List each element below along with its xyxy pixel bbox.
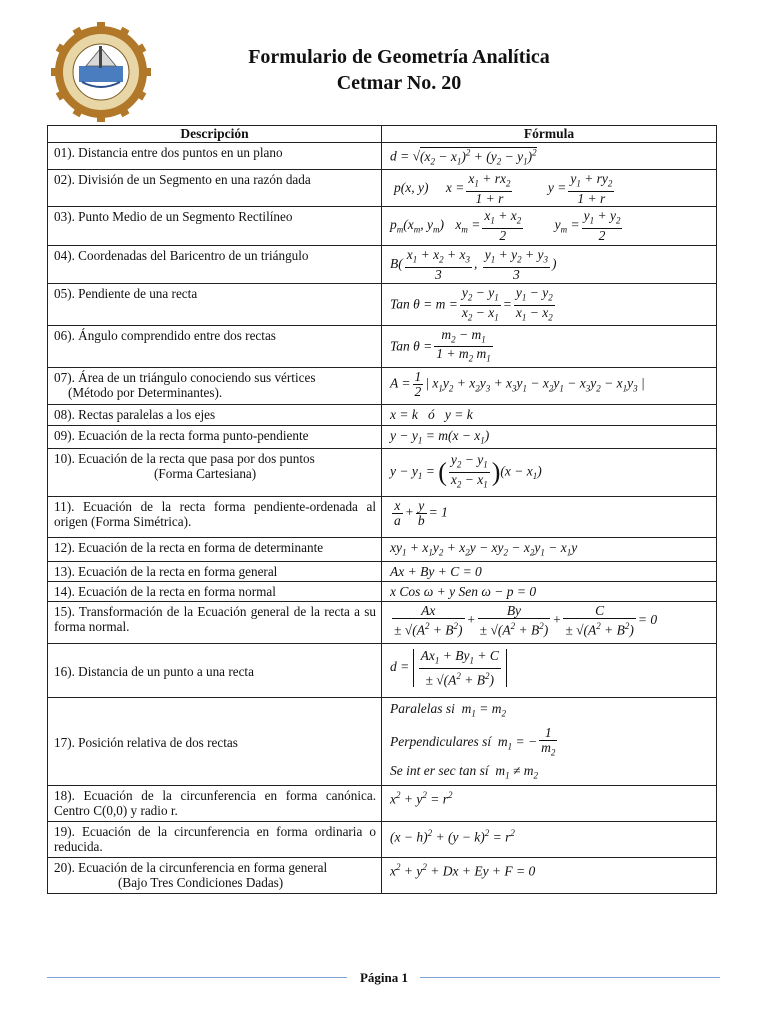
column-header-description: Descripción <box>48 126 382 143</box>
row-formula: Ax + By + C = 0 <box>382 561 717 581</box>
row-description-line1: 16). Distancia de un punto a una recta <box>54 663 254 679</box>
row-description: 13). Ecuación de la recta en forma general <box>48 561 382 581</box>
school-gear-seal-logo-icon <box>46 22 156 122</box>
row-description <box>48 367 382 404</box>
table-row <box>48 325 717 367</box>
table-row <box>48 284 717 325</box>
table-row <box>48 367 717 404</box>
table-row <box>48 581 717 601</box>
row-description <box>48 697 382 785</box>
row-formula: A = $\frac{1}{2}$ | $x_1y_2 + x_2y_3 + x_3y_1 - x_2y_1 - x_3y_2 - x_1y_3$ | <box>382 367 717 404</box>
row-description <box>48 449 382 497</box>
row-description: 15). Transformación de la Ecuación general de la recta a su forma normal. <box>48 601 382 643</box>
paralelas-label: Paralelas si <box>390 700 455 716</box>
row-description: 18). Ecuación de la circunferencia en forma canónica. Centro C(0,0) y radio r. <box>48 785 382 821</box>
page-number: Página 1 <box>359 970 409 985</box>
row-formula: Tan θ = $\frac{m_2 - m_1}{1 + m_2 m_1}$ <box>382 325 717 367</box>
table-row <box>48 857 717 893</box>
row-formula: Paralelas si $m_1 = m_2$ Perpendiculares sí $m_1$ = − $\frac{1}{m_2}$ Se int er sec tan sí $m_1 \ne m_2$ <box>382 697 717 785</box>
table-row <box>48 246 717 284</box>
row-formula: Tan θ = m = $\frac{y_2 - y_1}{x_2 - x_1}$ = $\frac{y_1 - y_2}{x_1 - x_2}$ <box>382 284 717 325</box>
row-description <box>48 857 382 893</box>
secantes-label: Se int er sec tan sí <box>390 763 489 779</box>
row-formula: x Cos ω + y Sen ω − p = 0 <box>382 581 717 601</box>
row-formula: $\frac{Ax}{\pm √(A^2 + B^2)}$ + $\frac{By}{\pm √(A^2 + B^2)}$ + $\frac{C}{\pm √(A^2 + B^2)}$ = 0 <box>382 601 717 643</box>
row-formula: $x^2 + y^2 + Dx + Ey + F = 0$ <box>382 857 717 893</box>
table-row <box>48 538 717 562</box>
row-formula: B( $\frac{x_1 + x_2 + x_3}{3}$ , $\frac{y_1 + y_2 + y_3}{3}$ ) <box>382 246 717 284</box>
row-formula: $xy_1 + x_1y_2 + x_2y - xy_2 - x_2y_1 - x_1y$ <box>382 538 717 562</box>
row-description: 11). Ecuación de la recta forma pendiente-ordenada al origen (Forma Simétrica). <box>48 497 382 538</box>
row-formula: $p_m(x_m$, $y_m$) $x_m$ = $\frac{x_1 + x_2}{2}$ $y_m$ = $\frac{y_1 + y_2}{2}$ <box>382 207 717 246</box>
row-description: 06). Ángulo comprendido entre dos rectas <box>48 325 382 367</box>
table-row <box>48 561 717 581</box>
table-row <box>48 601 717 643</box>
table-row <box>48 404 717 425</box>
table-row <box>48 143 717 170</box>
row-description: 02). División de un Segmento en una razón dada <box>48 170 382 207</box>
row-description: 12). Ecuación de la recta en forma de determinante <box>48 538 382 562</box>
column-header-formula: Fórmula <box>382 126 717 143</box>
row-formula: p(x, y) x = $\frac{x_1 + rx_2}{1 + r}$ y = $\frac{y_1 + ry_2}{1 + r}$ <box>382 170 717 207</box>
row-formula: $(x - h)^2 + (y - k)^2 = r^2$ <box>382 821 717 857</box>
row-description <box>48 643 382 697</box>
table-row <box>48 449 717 497</box>
table-row <box>48 821 717 857</box>
row-formula: $y - y_1$ = ( $\frac{y_2 - y_1}{x_2 - x_1}$ )$(x - x_1)$ <box>382 449 717 497</box>
table-row <box>48 643 717 697</box>
row-description-line1: 17). Posición relativa de dos rectas <box>54 734 238 750</box>
page-subtitle: Cetmar No. 20 <box>336 72 462 94</box>
row-description-line1: 20). Ecuación de la circunferencia en forma general <box>54 859 328 875</box>
table-row <box>48 425 717 449</box>
row-description: 04). Coordenadas del Baricentro de un triángulo <box>48 246 382 284</box>
row-description-line2: (Forma Cartesiana) <box>154 466 257 482</box>
row-description: 14). Ecuación de la recta en forma normal <box>48 581 382 601</box>
perpendiculares-label: Perpendiculares sí <box>390 733 492 749</box>
row-formula: $d = √(x_2 - x_1)^2 + (y_2 - y_1)^2$ <box>382 143 717 170</box>
row-formula: d = $\frac{Ax_1 + By_1 + C}{\pm √(A^2 + B^2)}$ <box>382 643 717 697</box>
row-description-line2: (Método por Determinantes). <box>68 384 223 400</box>
row-description: 03). Punto Medio de un Segmento Rectilíneo <box>48 207 382 246</box>
row-description: 01). Distancia entre dos puntos en un plano <box>48 143 382 170</box>
row-formula: $\frac{x}{a}$ + $\frac{y}{b}$ = 1 <box>382 497 717 538</box>
row-description: 05). Pendiente de una recta <box>48 284 382 325</box>
row-formula: x = k ó y = k <box>382 404 717 425</box>
formula-table <box>47 125 717 894</box>
table-row <box>48 207 717 246</box>
table-row <box>48 697 717 785</box>
table-row <box>48 170 717 207</box>
row-description-line1: 07). Área de un triángulo conociendo sus vértices <box>54 369 316 385</box>
row-description-line2: (Bajo Tres Condiciones Dadas) <box>118 874 284 890</box>
school-logo <box>46 22 156 122</box>
table-row <box>48 497 717 538</box>
row-formula: $y - y_1 = m(x - x_1)$ <box>382 425 717 449</box>
row-description: 08). Rectas paralelas a los ejes <box>48 404 382 425</box>
row-formula: $x^2 + y^2 = r^2$ <box>382 785 717 821</box>
row-description: 09). Ecuación de la recta forma punto-pendiente <box>48 425 382 449</box>
row-description: 19). Ecuación de la circunferencia en forma ordinaria o reducida. <box>48 821 382 857</box>
table-row <box>48 785 717 821</box>
page-title: Formulario de Geometría Analítica <box>248 46 550 68</box>
row-description-line1: 10). Ecuación de la recta que pasa por dos puntos <box>54 451 315 467</box>
